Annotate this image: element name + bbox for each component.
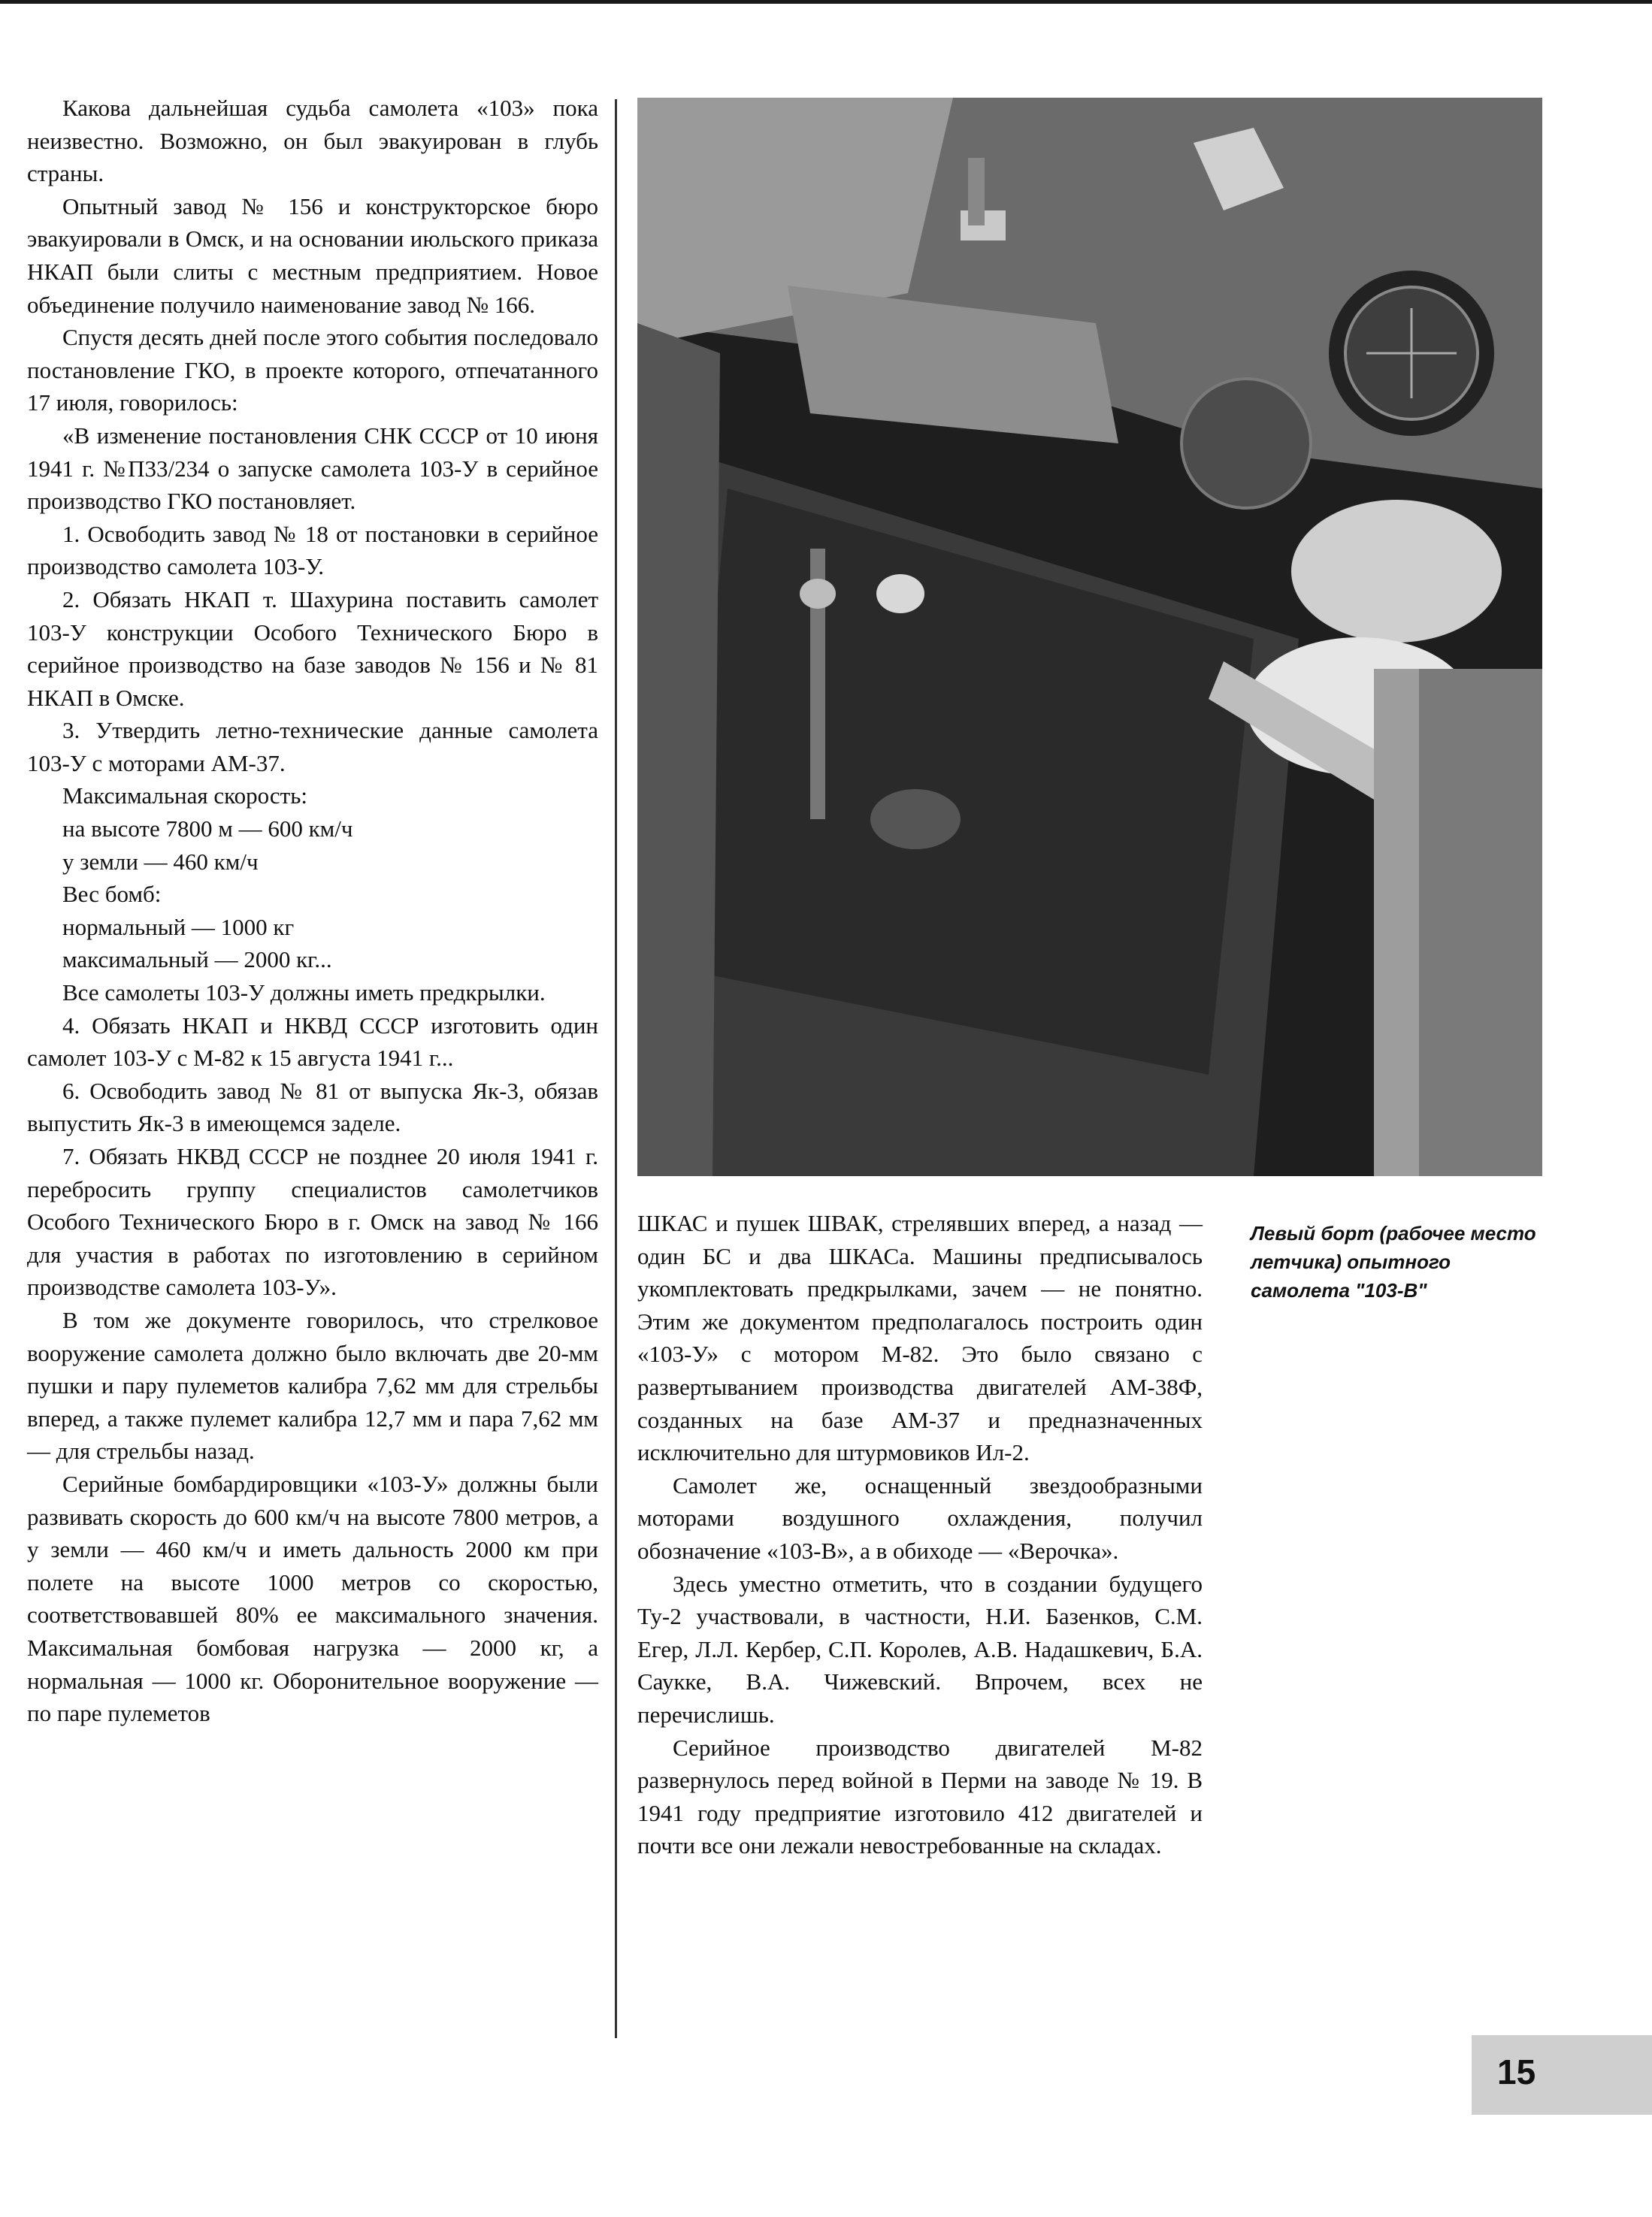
- left-column-paragraph: 3. Утвердить летно-технические данные самолета 103-У с моторами АМ-37.: [27, 717, 598, 776]
- left-column-paragraph: 1. Освободить завод № 18 от постановки в серийное производство самолета 103-У.: [27, 520, 598, 580]
- right-column-paragraph: Серийное производство двигателей М-82 развернулось перед войной в Перми на заводе № 19. В 1941 году предприятие изготовило 412 двигателей и почти все они лежали невостребованные на складах.: [637, 1734, 1203, 1859]
- right-text-column: [637, 1207, 1203, 1862]
- left-column-paragraph: Серийные бомбардировщики «103-У» должны были развивать скорость до 600 км/ч на высоте 7800 метров, а у земли — 460 км/ч и иметь дальность 2000 км при полете на высоте 1000 метров со скоростью, соответствовавшей 80% ее максимального значения. Максимальная бомбовая нагрузка — 2000 кг, а нормальная — 1000 кг. Оборонительное вооружение — по паре пулеметов: [27, 1470, 598, 1727]
- left-column-paragraph: «В изменение постановления СНК СССР от 10 июня 1941 г. №П33/234 о запуске самолета 103-У в серийное производство ГКО постановляет.: [27, 422, 598, 515]
- column-divider: [615, 99, 617, 2038]
- left-column-paragraph: Какова дальнейшая судьба самолета «103» пока неизвестно. Возможно, он был эвакуирован в глубь страны.: [27, 95, 598, 187]
- cockpit-photo-illustration: [637, 98, 1542, 1176]
- left-text-column: [27, 92, 598, 1730]
- left-column-paragraph: 7. Обязать НКВД СССР не позднее 20 июля 1941 г. перебросить группу специалистов самолетчиков Особого Технического Бюро в г. Омск на завод № 166 для участия в работах по изготовлению в серийном производстве самолета 103-У».: [27, 1143, 598, 1301]
- right-column-paragraph: ШКАС и пушек ШВАК, стрелявших вперед, а назад — один БС и два ШКАСа. Машины предписывалось укомплектовать предкрылками, зачем — не понятно. Этим же документом предполагалось построить один «103-У» с мотором М-82. Это было связано с развертыванием производства двигателей АМ-38Ф, созданных на базе АМ-37 и предназначенных исключительно для штурмовиков Ил-2.: [637, 1210, 1203, 1466]
- cockpit-photo: [637, 98, 1542, 1176]
- photo-caption: Левый борт (рабочее место летчика) опытного самолета "103-В": [1251, 1222, 1536, 1302]
- left-column-paragraph: нормальный — 1000 кг: [62, 913, 295, 940]
- left-column-paragraph: 6. Освободить завод № 81 от выпуска Як-3, обязав выпустить Як-3 в имеющемся заделе.: [27, 1077, 598, 1137]
- left-column-paragraph: В том же документе говорилось, что стрелковое вооружение самолета должно было включать две 20-мм пушки и пару пулеметов калибра 7,62 мм для стрельбы вперед, а также пулемет калибра 12,7 мм и пара 7,62 мм — для стрельбы назад.: [27, 1306, 598, 1465]
- right-column-paragraph: Самолет же, оснащенный звездообразными моторами воздушного охлаждения, получил обозначение «103-В», а в обиходе — «Верочка».: [637, 1471, 1203, 1564]
- left-column-paragraph: на высоте 7800 м — 600 км/ч: [62, 815, 353, 842]
- top-rule: [0, 0, 1652, 4]
- left-column-paragraph: Опытный завод № 156 и конструкторское бюро эвакуировали в Омск, и на основании июльского приказа НКАП были слиты с местным предприятием. Новое объединение получило наименование завод № 166.: [27, 192, 598, 318]
- left-column-paragraph: Все самолеты 103-У должны иметь предкрылки.: [62, 979, 546, 1006]
- left-column-paragraph: Спустя десять дней после этого события последовало постановление ГКО, в проекте которого, отпечатанного 17 июля, говорилось:: [27, 324, 598, 416]
- left-column-paragraph: Вес бомб:: [62, 881, 162, 908]
- left-column-paragraph: 2. Обязать НКАП т. Шахурина поставить самолет 103-У конструкции Особого Технического Бюро в серийное производство на базе заводов № 156 и № 81 НКАП в Омске.: [27, 585, 598, 711]
- left-column-paragraph: у земли — 460 км/ч: [62, 848, 259, 875]
- right-column-paragraph: Здесь уместно отметить, что в создании будущего Ту-2 участвовали, в частности, Н.И. Базенков, С.М. Егер, Л.Л. Кербер, С.П. Королев, А.В. Надашкевич, Б.А. Саукке, В.А. Чижевский. Впрочем, всех не перечислишь.: [637, 1570, 1203, 1728]
- page-number: 15: [1497, 2052, 1536, 2091]
- left-column-paragraph: максимальный — 2000 кг...: [62, 946, 332, 973]
- left-column-paragraph: 4. Обязать НКАП и НКВД СССР изготовить один самолет 103-У с М-82 к 15 августа 1941 г...: [27, 1012, 598, 1072]
- left-column-paragraph: Максимальная скорость:: [62, 782, 307, 809]
